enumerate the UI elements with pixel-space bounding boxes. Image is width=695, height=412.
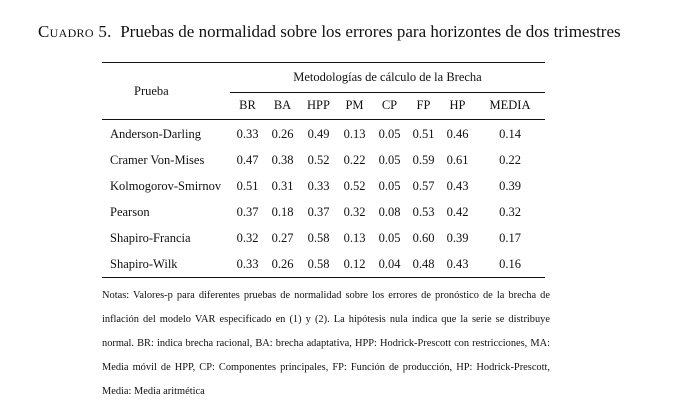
p-value-cell: 0.49 — [307, 126, 330, 141]
p-value-cell: 0.52 — [343, 178, 366, 193]
table-body — [102, 119, 545, 277]
p-value-cell: 0.13 — [343, 230, 366, 245]
p-value-cell: 0.26 — [271, 126, 294, 141]
p-value-cell: 0.52 — [307, 152, 330, 167]
p-value-cell: 0.27 — [271, 230, 294, 245]
p-value-cell: 0.05 — [378, 230, 401, 245]
column-header-pm: PM — [345, 98, 364, 112]
p-value-cell: 0.61 — [446, 152, 469, 167]
p-value-cell: 0.38 — [271, 152, 294, 167]
p-value-cell: 0.18 — [271, 204, 294, 219]
table-row — [102, 147, 545, 173]
p-value-cell: 0.22 — [499, 152, 521, 167]
p-value-cell: 0.53 — [412, 204, 435, 219]
table-notes: Notas: Valores-p para diferentes pruebas de normalidad sobre los errores de pronóstico de la brecha de inflación del modelo VAR especificado en (1) y (2). La hipótesis nula indica que la serie se distribuye normal. BR: indica brecha racional, BA: brecha adaptativa, HPP: Hodrick-Prescott con restricciones, MA: Media móvil de HPP, CP: Componentes principales, FP: Función de producción, HP: Hodrick-Prescott, Media: Media aritmética — [102, 290, 550, 397]
p-value-cell: 0.31 — [271, 178, 294, 193]
p-value-cell: 0.33 — [307, 178, 330, 193]
table-row — [102, 199, 545, 225]
table-row — [102, 225, 545, 251]
p-value-cell: 0.43 — [446, 178, 469, 193]
p-value-cell: 0.37 — [236, 204, 259, 219]
p-value-cell: 0.58 — [307, 256, 330, 271]
test-name: Shapiro-Wilk — [110, 256, 178, 271]
p-value-cell: 0.43 — [446, 256, 469, 271]
test-name: Kolmogorov-Smirnov — [110, 178, 222, 193]
table-row — [102, 173, 545, 199]
p-value-cell: 0.42 — [446, 204, 469, 219]
test-name: Pearson — [110, 204, 150, 219]
table-row — [102, 251, 545, 277]
p-value-cell: 0.57 — [412, 178, 435, 193]
p-value-cell: 0.14 — [499, 126, 521, 141]
row-header: Prueba — [134, 83, 169, 98]
bottom-rule — [102, 277, 545, 278]
table-row — [102, 119, 545, 147]
column-header-hp: HP — [449, 98, 466, 112]
p-value-cell: 0.05 — [378, 152, 401, 167]
p-value-cell: 0.33 — [236, 256, 259, 271]
p-value-cell: 0.17 — [499, 230, 521, 245]
p-value-cell: 0.60 — [412, 230, 435, 245]
p-value-cell: 0.58 — [307, 230, 330, 245]
table-caption — [38, 22, 678, 42]
p-value-cell: 0.22 — [343, 152, 366, 167]
p-value-cell: 0.59 — [412, 152, 435, 167]
p-value-cell: 0.33 — [236, 126, 259, 141]
p-value-cell: 0.46 — [446, 126, 469, 141]
p-value-cell: 0.12 — [343, 256, 366, 271]
p-value-cell: 0.37 — [307, 204, 330, 219]
p-value-cell: 0.05 — [378, 178, 401, 193]
group-header: Metodologías de cálculo de la Brecha — [293, 70, 482, 84]
column-header-media: MEDIA — [489, 98, 531, 112]
p-value-cell: 0.51 — [412, 126, 435, 141]
p-value-cell: 0.04 — [378, 256, 401, 271]
normality-tests-table — [102, 63, 545, 277]
p-value-cell: 0.26 — [271, 256, 294, 271]
p-value-cell: 0.05 — [378, 126, 401, 141]
caption-text: Pruebas de normalidad sobre los errores para horizontes de dos trimestres — [120, 22, 621, 41]
test-name: Cramer Von-Mises — [110, 152, 205, 167]
p-value-cell: 0.39 — [499, 178, 521, 193]
p-value-cell: 0.48 — [412, 256, 435, 271]
column-header-hpp: HPP — [307, 98, 330, 112]
test-name: Shapiro-Francia — [110, 230, 191, 245]
test-name: Anderson-Darling — [110, 126, 201, 141]
p-value-cell: 0.32 — [236, 230, 259, 245]
p-value-cell: 0.47 — [236, 152, 259, 167]
caption-label: Cuadro 5. — [38, 22, 112, 41]
p-value-cell: 0.13 — [343, 126, 366, 141]
column-header-ba: BA — [273, 98, 292, 112]
p-value-cell: 0.39 — [446, 230, 469, 245]
column-header-cp: CP — [381, 98, 398, 112]
p-value-cell: 0.16 — [499, 256, 521, 271]
p-value-cell: 0.08 — [378, 204, 401, 219]
column-header-br: BR — [239, 98, 256, 112]
column-header-fp: FP — [416, 98, 431, 112]
p-value-cell: 0.32 — [499, 204, 521, 219]
p-value-cell: 0.32 — [343, 204, 366, 219]
p-value-cell: 0.51 — [236, 178, 259, 193]
